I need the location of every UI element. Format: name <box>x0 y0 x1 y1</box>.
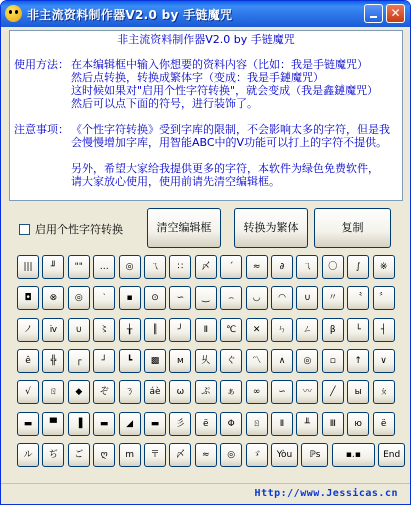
symbol-key[interactable]: ▬ <box>144 412 166 436</box>
symbol-key[interactable]: ≈ <box>195 443 217 467</box>
editor-line: 然后可以点下面的符号，进行装饰了。 <box>71 97 258 110</box>
symbol-key[interactable]: ▐ <box>68 412 90 436</box>
symbol-key[interactable]: ┘ <box>93 349 115 373</box>
symbol-key[interactable]: ‿ <box>195 286 217 310</box>
symbol-key[interactable]: ы <box>347 380 369 404</box>
status-bar <box>1 483 410 505</box>
symbol-key[interactable]: Ⅲ <box>322 412 344 436</box>
minimize-icon <box>370 16 377 18</box>
symbol-key[interactable]: ㄟ <box>144 255 166 279</box>
symbol-key[interactable]: ღ <box>93 443 115 467</box>
clear-editor-button[interactable]: 清空编辑框 <box>147 208 221 248</box>
editor-line: 《个性字符转换》受到字库的限制，不会影响太多的字符，但是我 <box>71 123 390 136</box>
symbol-key[interactable]: ˊ <box>220 255 242 279</box>
copy-button[interactable]: 复制 <box>314 208 391 248</box>
editor-line: 请大家放心使用，使用前请先清空编辑框。 <box>71 175 280 188</box>
close-icon: ✕ <box>390 6 401 20</box>
symbol-key[interactable]: ゞ <box>246 443 268 467</box>
content-editor[interactable] <box>9 30 403 201</box>
symbol-key[interactable]: ℃ <box>220 318 242 342</box>
symbol-key[interactable]: 〰 <box>296 380 318 404</box>
symbol-key[interactable]: ||| <box>17 255 39 279</box>
symbol-key[interactable]: ▪.▪ <box>332 443 375 467</box>
symbol-key[interactable]: ◡ <box>246 286 268 310</box>
symbol-key[interactable]: ぷ <box>195 380 217 404</box>
editor-line <box>71 149 390 162</box>
controls-row <box>1 208 410 250</box>
symbol-key[interactable]: ノ <box>17 318 39 342</box>
title-bar[interactable] <box>1 1 410 27</box>
symbol-key[interactable]: ◆ <box>68 380 90 404</box>
notes-label: 注意事项： <box>14 123 69 136</box>
symbol-key[interactable]: ※ <box>373 255 395 279</box>
symbol-key[interactable]: "" <box>68 255 90 279</box>
symbol-key[interactable]: ⌢ <box>220 286 242 310</box>
personal-convert-option[interactable] <box>19 221 123 237</box>
symbol-key[interactable]: 〃 <box>322 286 344 310</box>
symbol-key[interactable]: Ⅱ <box>271 412 293 436</box>
symbol-key[interactable]: ℙs <box>301 443 328 467</box>
symbol-key[interactable]: ╬ <box>42 349 64 373</box>
symbol-key[interactable]: Φ <box>220 412 242 436</box>
symbol-key[interactable]: ∞ <box>246 380 268 404</box>
minimize-button[interactable] <box>364 4 383 23</box>
symbol-key[interactable]: ⅳ <box>42 318 64 342</box>
symbol-key[interactable]: ▬ <box>93 412 115 436</box>
usage-lines <box>71 58 378 110</box>
symbol-key[interactable]: β <box>322 318 344 342</box>
symbol-key[interactable]: ▪ <box>119 286 141 310</box>
symbol-key[interactable]: ≈ <box>246 255 268 279</box>
symbol-key[interactable]: ▀ <box>42 412 64 436</box>
symbol-key[interactable]: ╯ <box>169 318 191 342</box>
window-title: 非主流资料制作器V2.0 by 手链魔咒 <box>27 8 233 22</box>
symbol-key[interactable]: ◎ <box>68 286 90 310</box>
symbol-key[interactable]: 〻 <box>93 318 115 342</box>
usage-label: 使用方法： <box>14 58 69 71</box>
symbol-key[interactable]: ⊗ <box>42 286 64 310</box>
symbol-key[interactable]: ル <box>17 443 39 467</box>
symbol-key[interactable]: √ <box>17 380 39 404</box>
symbol-key[interactable]: ㄥ <box>296 318 318 342</box>
symbol-key[interactable]: ㄖ <box>42 380 64 404</box>
symbol-key[interactable]: 〽 <box>246 349 268 373</box>
close-button[interactable] <box>386 4 405 23</box>
symbol-key[interactable]: 〆 <box>169 443 191 467</box>
symbol-key[interactable]: ㄣ <box>271 318 293 342</box>
symbol-key[interactable]: ⅿ <box>119 443 141 467</box>
symbol-key[interactable]: ┗ <box>119 349 141 373</box>
symbol-key[interactable]: ┌ <box>68 349 90 373</box>
symbol-key[interactable]: … <box>93 255 115 279</box>
personal-convert-label: 启用个性字符转换 <box>35 223 123 236</box>
symbol-key[interactable]: ∫ <box>347 255 369 279</box>
editor-line: 这时候如果对"启用个性字符转换"，就会变成（我是鑫鏈魔咒） <box>71 84 379 97</box>
editor-line: 会慢慢增加字库，用智能ABC中的V功能可以打上的字符不提供。 <box>71 136 388 149</box>
notes-section <box>14 123 398 188</box>
symbol-key[interactable]: ↑ <box>347 349 369 373</box>
symbol-grid <box>17 255 401 477</box>
symbol-key[interactable]: ё <box>373 412 395 436</box>
symbol-key[interactable]: ∪ <box>68 318 90 342</box>
symbol-key[interactable]: ∷ <box>169 255 191 279</box>
symbol-key[interactable]: 乆 <box>195 349 217 373</box>
convert-traditional-button[interactable]: 转换为繁体 <box>234 208 308 248</box>
symbol-key[interactable]: ▫ <box>322 349 344 373</box>
symbol-key[interactable]: ◠ <box>271 286 293 310</box>
symbol-key[interactable]: ‵ <box>93 286 115 310</box>
symbol-key[interactable]: ┤ <box>373 318 395 342</box>
symbol-key[interactable]: ◢ <box>119 412 141 436</box>
symbol-key[interactable]: ╁ <box>119 318 141 342</box>
symbol-key[interactable]: ㄟ <box>296 255 318 279</box>
symbol-key[interactable]: ご <box>68 443 90 467</box>
symbol-key[interactable]: └ <box>347 318 369 342</box>
symbol-key[interactable]: 〒 <box>144 443 166 467</box>
symbol-key[interactable]: ぢ <box>42 443 64 467</box>
symbol-key[interactable]: ∽ <box>271 380 293 404</box>
symbol-key[interactable]: ω <box>169 380 191 404</box>
symbol-key[interactable]: ▬ <box>17 412 39 436</box>
symbol-key[interactable]: ╨ <box>296 412 318 436</box>
symbol-key[interactable]: Ⅱ <box>195 318 217 342</box>
symbol-key[interactable]: ║ <box>144 318 166 342</box>
website-link[interactable]: Http://www.Jessicas.cn <box>254 488 398 499</box>
symbol-key[interactable]: ∨ <box>373 349 395 373</box>
symbol-key[interactable]: ぐ <box>220 349 242 373</box>
app-smiley-icon <box>5 5 22 22</box>
symbol-key[interactable]: ◎ <box>296 349 318 373</box>
symbol-key[interactable]: ⊙ <box>144 286 166 310</box>
symbol-key[interactable]: ∂ <box>271 255 293 279</box>
editor-heading: 非主流资料制作器V2.0 by 手链魔咒 <box>117 33 295 46</box>
symbol-key[interactable]: ㄖ <box>246 412 268 436</box>
symbol-key[interactable]: 〝 <box>347 286 369 310</box>
personal-convert-checkbox[interactable] <box>19 224 30 235</box>
symbol-key[interactable]: ㄆ <box>373 380 395 404</box>
symbol-key[interactable]: ㄋ <box>119 380 141 404</box>
symbol-key[interactable]: ê <box>17 349 39 373</box>
symbol-key[interactable]: End <box>378 443 405 467</box>
usage-section <box>14 58 398 110</box>
symbol-key[interactable]: 〇 <box>322 255 344 279</box>
symbol-key[interactable]: ◘ <box>17 286 39 310</box>
symbol-key[interactable]: м <box>169 349 191 373</box>
symbol-key[interactable]: ю <box>347 412 369 436</box>
symbol-key[interactable]: ∽ <box>169 286 191 310</box>
symbol-key[interactable]: ▩ <box>144 349 166 373</box>
symbol-key[interactable]: ╜ <box>42 255 64 279</box>
symbol-key[interactable]: ∧ <box>271 349 293 373</box>
editor-line: 然后点转换，转换成繁体字（变成：我是手鏈魔咒） <box>71 71 324 84</box>
symbol-key[interactable]: ぁ <box>220 380 242 404</box>
editor-line: 在本编辑框中输入你想要的资料内容（比如：我是手链魔咒） <box>71 58 368 71</box>
symbol-key[interactable]: ∪ <box>296 286 318 310</box>
symbol-key[interactable]: áè <box>144 380 166 404</box>
symbol-key[interactable]: ぞ <box>93 380 115 404</box>
symbol-key[interactable]: 〞 <box>373 286 395 310</box>
symbol-key[interactable]: 〆 <box>195 255 217 279</box>
symbol-key[interactable]: ✕ <box>246 318 268 342</box>
symbol-key[interactable]: ◎ <box>119 255 141 279</box>
symbol-key[interactable]: ё <box>195 412 217 436</box>
symbol-key[interactable]: ◎ <box>220 443 242 467</box>
symbol-key[interactable]: Yòu <box>271 443 298 467</box>
editor-line: 另外，希望大家给我提供更多的字符，本软件为绿色免费软件， <box>71 162 379 175</box>
notes-lines <box>71 123 390 188</box>
symbol-key[interactable]: ╱ <box>322 380 344 404</box>
symbol-key[interactable]: 彡 <box>169 412 191 436</box>
